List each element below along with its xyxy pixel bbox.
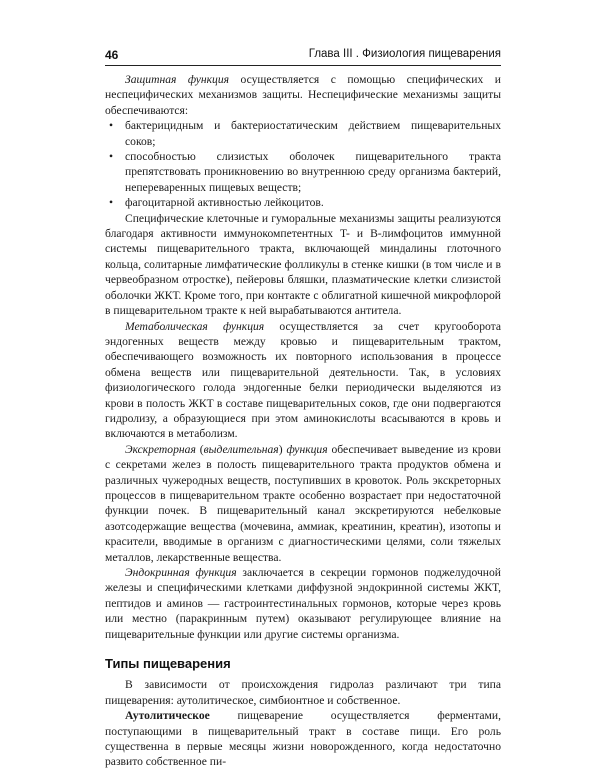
autolytic-text: пищеварение осуществляется ферментами, поступающими в пищеварительный тракт в составе пищи. Его роль существенна в первые месяцы жизни новорожденного, когда недостаточно развито собственное пи- bbox=[105, 709, 501, 769]
excretory-alt-term: выделительная bbox=[203, 442, 279, 456]
paren-close: ) bbox=[278, 442, 287, 456]
list-item: • способностью слизистых оболочек пищеварительного тракта препятствовать проникновению во внутреннюю среду организма бактерий, непереваренных пищевых веществ; bbox=[105, 149, 501, 195]
excretory-function-text: обеспечивает выведение из крови с секретами желез в полость пищеварительного тракта продуктов обмена и различных чужеродных веществ, поступивших в кровоток. Роль экскреторных процессов в пищеварительном тракте особенно возрастает при недостаточной функции почек. В пищеварительный канал экскретируются небелковые азотсодержащие вещества (мочевина, аммиак, креатинин, креатин), изотопы и красители, вводимые в организм с диагностическими целями, соли тяжелых металлов, лекарственные вещества. bbox=[105, 442, 501, 564]
endocrine-function-term: Эндокринная функция bbox=[125, 566, 237, 579]
chapter-title: Глава III . Физиология пищеварения bbox=[308, 48, 501, 60]
list-item: • бактерицидным и бактериостатическим действием пищеварительных соков; bbox=[105, 118, 501, 149]
endocrine-function-text: заключается в секреции гормонов поджелудочной железы и специфическими клетками диффузной эндокринной системы ЖКТ, пептидов и аминов — гастроинтестинальных гормонов, которые через кровь или местно (паракринным путем) оказывают регулирующее влияние на пищеварительные функции или другие системы организма. bbox=[105, 566, 502, 641]
section-heading: Типы пищеварения bbox=[105, 656, 231, 672]
autolytic-term: Аутолитическое bbox=[125, 709, 210, 723]
metabolic-function-text: осуществляется за счет кругооборота эндогенных веществ между кровью и пищеварительным трактом, обеспечивающего возможность их повторного использования в процессе обмена веществ или пищеварительной деятельности. Так, в условиях физиологического голода эндогенные белки периодически выделяются из крови в полость ЖКТ в составе пищеварительных соков, где они подвергаются гидролизу, а образующиеся при этом аминокислоты всасываются в кровь и включаются в метаболизм. bbox=[105, 319, 502, 441]
protective-function-intro: осуществляется с помощью специфических и неспецифических механизмов защиты. Неспецифические механизмы защиты обеспечиваются: bbox=[105, 73, 501, 117]
nonspecific-mechanisms-list bbox=[105, 118, 501, 210]
endocrine-function-paragraph bbox=[105, 565, 501, 642]
autolytic-digestion-paragraph bbox=[105, 708, 501, 770]
body-text bbox=[105, 72, 501, 770]
specific-mechanisms-paragraph: Специфические клеточные и гуморальные механизмы защиты реализуются благодаря активности иммунокомпетентных T- и B-лимфоцитов иммунной системы пищеварительного тракта, включающей миндалины глоточного кольца, солитарные лимфатические фолликулы в стенке кишки (в том числе и в червеобразном отростке), пейеровы бляшки, плазматические клетки слизистой оболочки ЖКТ. Кроме того, при контакте с облигатной кишечной микрофлорой в пищеварительном тракте к ней вырабатываются антитела. bbox=[105, 211, 501, 318]
paren-open: ( bbox=[195, 442, 204, 456]
function-word: функция bbox=[286, 442, 328, 456]
excretory-function-paragraph bbox=[105, 442, 501, 565]
excretory-term: Экскреторная bbox=[125, 442, 196, 456]
digestion-types-intro: В зависимости от происхождения гидролаз различают три типа пищеварения: аутолитическое, симбионтное и собственное. bbox=[105, 678, 501, 707]
running-header bbox=[105, 45, 501, 66]
protective-function-paragraph bbox=[105, 72, 501, 118]
list-item: • фагоцитарной активностью лейкоцитов. bbox=[105, 195, 501, 210]
metabolic-function-term: Метаболическая функция bbox=[125, 319, 265, 333]
metabolic-function-paragraph bbox=[105, 319, 501, 442]
protective-function-term: Защитная функция bbox=[125, 73, 230, 86]
page-number: 46 bbox=[105, 48, 119, 62]
